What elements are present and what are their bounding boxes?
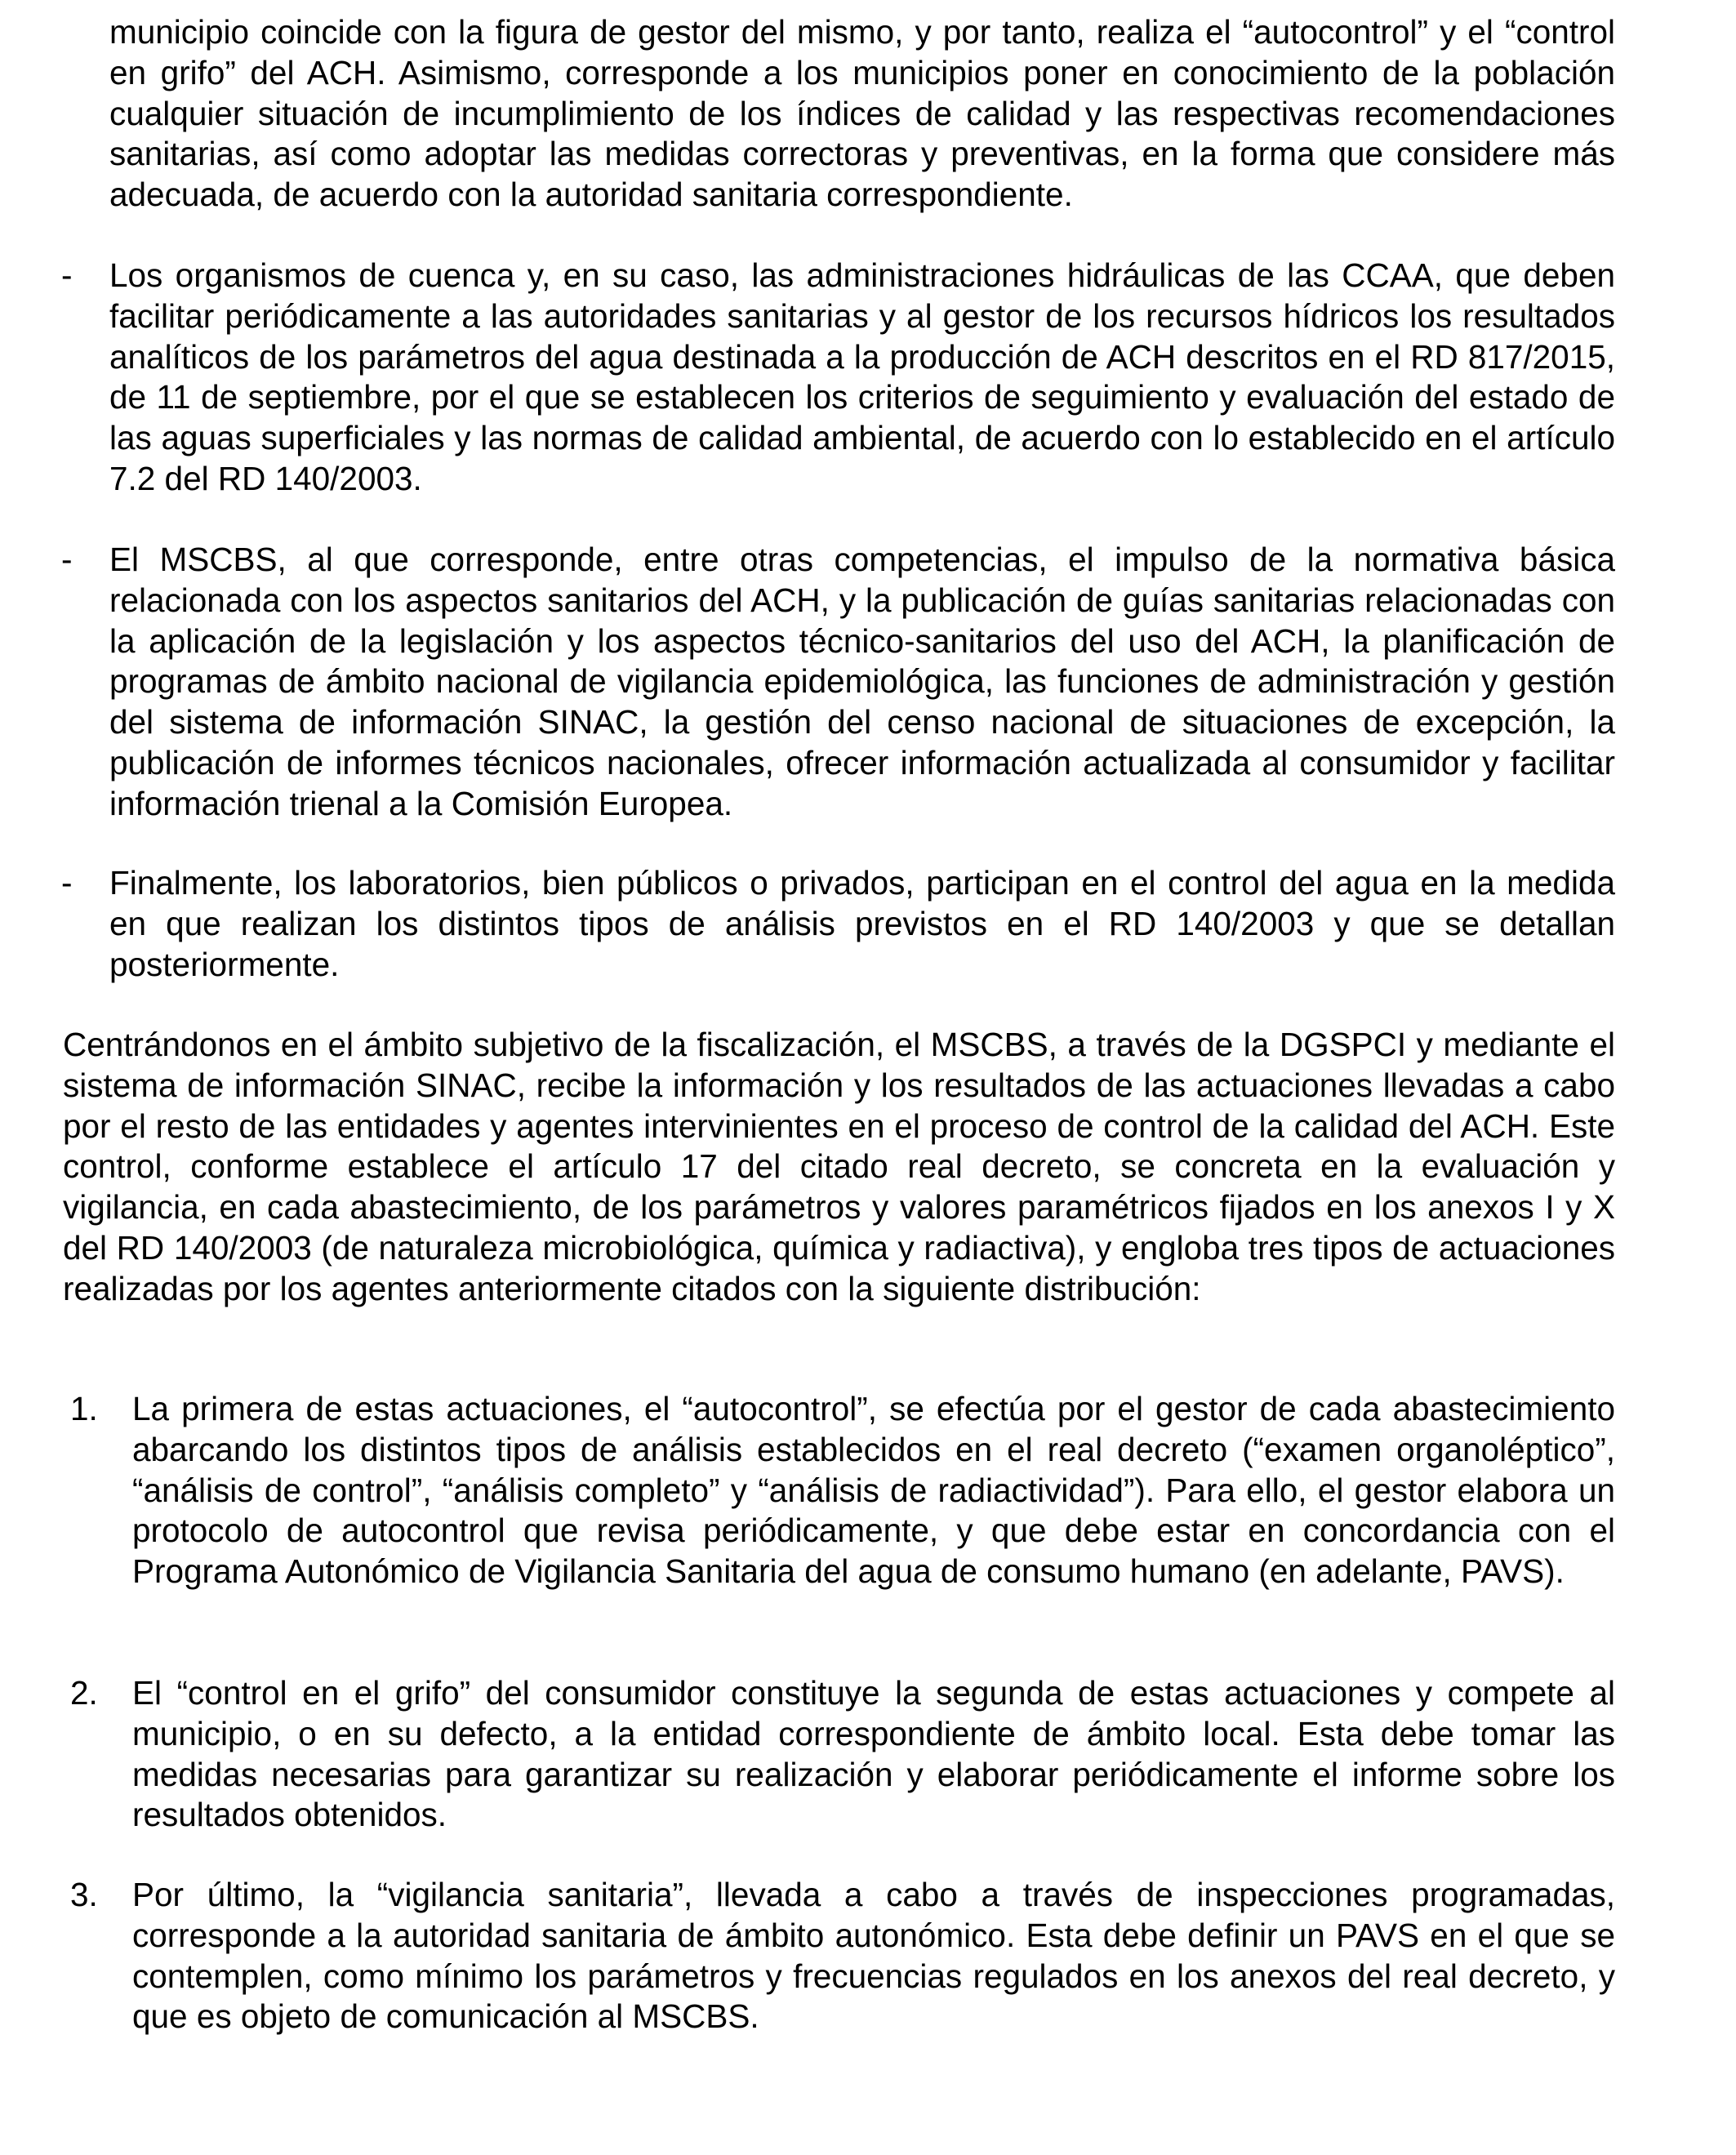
numbered-item-control-grifo: El “control en el grifo” del consumidor constituye la segunda de estas actuaciones y compete al municipio, o en su defecto, a la entidad correspondiente de ámbito local. Esta debe tomar las medidas necesarias para garantizar su realización y elaborar periódicamente el informe sobre los resultados obtenidos. [132, 1674, 1615, 1834]
numbered-item-vigilancia-sanitaria: Por último, la “vigilancia sanitaria”, llevada a cabo a través de inspecciones programadas, corresponde a la autoridad sanitaria de ámbito autonómico. Esta debe definir un PAVS en el que se contemplen, como mínimo los parámetros y frecuencias regulados en los anexos del real decreto, y que es objeto de comunicación al MSCBS. [132, 1876, 1615, 2036]
bullet-item-cuenca: Los organismos de cuenca y, en su caso, las administraciones hidráulicas de las CCAA, que deben facilitar periódicamente a las autoridades sanitarias y al gestor de los recursos hídricos los resultados analíticos de los parámetros del agua destinada a la producción de ACH descritos en el RD 817/2015, de 11 de septiembre, por el que se establecen los criterios de seguimiento y evaluación del estado de las aguas superficiales y las normas de calidad ambiental, de acuerdo con lo establecido en el artículo 7.2 del RD 140/2003. [109, 256, 1615, 497]
bullet-marker: - [61, 256, 73, 294]
bullet-item-laboratorios: Finalmente, los laboratorios, bien públicos o privados, participan en el control del agua en la medida en que realizan los distintos tipos de análisis previstos en el RD 140/2003 y que se detallan posteriormente. [109, 864, 1615, 983]
bullet-marker: - [61, 541, 73, 578]
numbered-marker: 2. [70, 1674, 98, 1712]
numbered-marker: 3. [70, 1876, 98, 1913]
bullet-marker: - [61, 864, 73, 902]
numbered-item-autocontrol: La primera de estas actuaciones, el “autocontrol”, se efectúa por el gestor de cada abastecimiento abarcando los distintos tipos de análisis establecidos en el real decreto (“examen organoléptico”, “análisis de control”, “análisis completo” y “análisis de radiactividad”). Para ello, el gestor elabora un protocolo de autocontrol que revisa periódicamente, y que debe estar en concordancia con el Programa Autonómico de Vigilancia Sanitaria del agua de consumo humano (en adelante, PAVS). [132, 1390, 1615, 1591]
body-paragraph: Centrándonos en el ámbito subjetivo de la fiscalización, el MSCBS, a través de la DGSPCI y mediante el sistema de información SINAC, recibe la información y los resultados de las actuaciones llevadas a cabo por el resto de las entidades y agentes intervinientes en el proceso de control de la calidad del ACH. Este control, conforme establece el artículo 17 del citado real decreto, se concreta en la evaluación y vigilancia, en cada abastecimiento, de los parámetros y valores paramétricos fijados en los anexos I y X del RD 140/2003 (de naturaleza microbiológica, química y radiactiva), y engloba tres tipos de actuaciones realizadas por los agentes anteriormente citados con la siguiente distribución: [63, 1026, 1615, 1307]
bullet-item-mscbs: El MSCBS, al que corresponde, entre otras competencias, el impulso de la normativa básica relacionada con los aspectos sanitarios del ACH, y la publicación de guías sanitarias relacionadas con la aplicación de la legislación y los aspectos técnico-sanitarios del uso del ACH, la planificación de programas de ámbito nacional de vigilancia epidemiológica, las funciones de administración y gestión del sistema de información SINAC, la gestión del censo nacional de situaciones de excepción, la publicación de informes técnicos nacionales, ofrecer información actualizada al consumidor y facilitar información trienal a la Comisión Europea. [109, 541, 1615, 822]
numbered-marker: 1. [70, 1390, 98, 1427]
lead-paragraph: municipio coincide con la figura de gestor del mismo, y por tanto, realiza el “autocontrol” y el “control en grifo” del ACH. Asimismo, corresponde a los municipios poner en conocimiento de la población cualquier situación de incumplimiento de los índices de calidad y las respectivas recomendaciones sanitarias, así como adoptar las medidas correctoras y preventivas, en la forma que considere más adecuada, de acuerdo con la autoridad sanitaria correspondiente. [109, 13, 1615, 214]
